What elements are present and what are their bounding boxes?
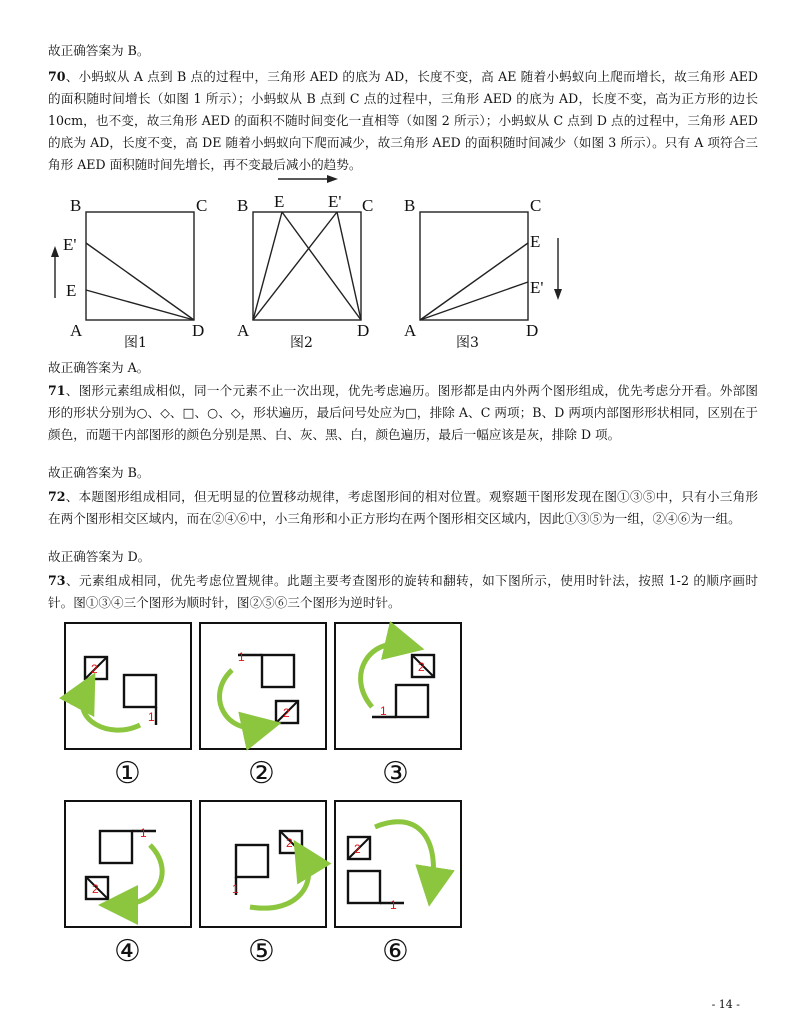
panel-label-4: ④ [114,934,141,969]
panel-6 [335,801,461,927]
fig3-label-b: B [404,196,416,215]
answer-line-q72: 故正确答案为 D。 [48,549,151,564]
panel4-marker-2: 2 [92,882,99,896]
fig2-label-b: B [237,196,249,215]
panel1-marker-1: 1 [148,710,155,724]
panel-4 [65,801,191,927]
fig1-caption: 图1 [124,335,147,351]
panel-label-5: ⑤ [248,934,275,969]
panel-2 [200,623,326,749]
panel-1 [65,623,191,749]
counterclockwise-arrow-icon [220,670,262,728]
q71-text: 、图形元素组成相似，同一个元素不止一次出现，优先考虑遍历。图形都是由内外两个图形组成，优先考虑分开看。外部图形的形状分别为○、◇、□、○、◇，形状遍历，最后问号处应为□，排除 A、C 两项；B、D 两项内部图形形状相同，区别在于颜色，而题干内部图形的颜色分别是黑、白、灰、黑、白，颜色遍历，最后一幅应该是灰，排除 D 项。 [48,383,758,442]
panel-label-1: ① [114,756,141,791]
figure-1 [51,196,207,340]
fig1-label-a: A [70,321,83,340]
q70-text: 、小蚂蚁从 A 点到 B 点的过程中，三角形 AED 的底为 AD，长度不变，高 AE 随着小蚂蚁向上爬而增长，故三角形 AED 的面积随时间增长（如图 1 所示）；小蚂蚁从 B 点到 C 点的过程中，三角形 AED 的底为 AD，长度不变，高为正方形的边长 10cm，也不变，故三角形 AED 的面积不随时间变化一直相等（如图 2 所示）；小蚂蚁从 C 点到 D 点的过程中，三角形 AED 的底为 AD，长度不变，高 DE 随着小蚂蚁向下爬而减少，故三角形 AED 的面积随时间减少（如图 3 所示）。只有 A 项符合三角形 AED 面积随时间先增长，再不变最后减小的趋势。 [48,69,758,172]
panel4-marker-1: 1 [140,826,147,840]
fig2-label-e-prime: E' [328,192,342,211]
fig1-label-b: B [70,196,82,215]
fig1-label-d: D [192,321,205,340]
fig2-label-d: D [357,321,370,340]
panel3-marker-1: 1 [380,704,387,718]
figure-2 [237,175,373,340]
clockwise-arrow-icon [361,644,405,707]
clockwise-arrow-icon [118,845,162,905]
figure-3 [404,196,562,340]
fig3-label-e-prime: E' [530,278,544,297]
panel3-marker-2: 2 [418,660,425,674]
fig1-label-e: E [66,281,77,300]
panel1-marker-2: 2 [91,662,98,676]
clockwise-arrow-icon [82,690,140,730]
q72-text: 、本题图形组成相同，但无明显的位置移动规律，考虑图形间的相对位置。观察题干图形发现在图①③⑤中，只有小三角形在两个图形相交区域内，而在②④⑥中，小三角形和小正方形均在两个图形相交区域内，因此①③⑤为一组，②④⑥为一组。 [48,489,758,526]
fig3-label-e: E [530,232,541,251]
panel-label-3: ③ [382,756,409,791]
panel-label-2: ② [248,756,275,791]
fig3-label-c: C [530,196,542,215]
page-number: - 14 - [711,998,740,1011]
q72-number: 72 [48,489,66,504]
panel-label-6: ⑥ [382,934,409,969]
q73-text: 、元素组成相同，优先考虑位置规律。此题主要考查图形的旋转和翻转，如下图所示，使用时针法，按照 1-2 的顺序画时针。图①③④三个图形为顺时针，图②⑤⑥三个图形为逆时针。 [48,573,758,610]
answer-line-q70: 故正确答案为 A。 [48,360,150,375]
fig3-caption: 图3 [456,335,479,351]
q73-explanation [48,570,758,614]
fig2-label-e: E [274,192,285,211]
q71-explanation [48,380,758,446]
answer-line-q71: 故正确答案为 B。 [48,465,150,480]
counterclockwise-arrow-icon [375,822,433,887]
figure-70-group [0,160,800,360]
fig2-caption: 图2 [290,335,313,351]
panel2-marker-1: 1 [238,650,245,664]
answer-line-q69: 故正确答案为 B。 [48,43,150,58]
panel2-marker-2: 2 [283,706,290,720]
fig1-label-e-prime: E' [63,235,77,254]
panel6-marker-2: 2 [354,842,361,856]
figure-73-group [0,615,800,975]
fig2-label-c: C [362,196,374,215]
panel6-marker-1: 1 [390,898,397,912]
fig2-label-a: A [237,321,250,340]
fig3-label-d: D [526,321,539,340]
q73-number: 73 [48,573,66,588]
counterclockwise-arrow-icon [250,857,309,908]
panel5-marker-1: 1 [232,882,239,896]
fig1-label-c: C [196,196,208,215]
q72-explanation [48,486,758,530]
fig3-label-a: A [404,321,417,340]
q71-number: 71 [48,383,66,398]
q70-number: 70 [48,69,66,84]
panel-3 [335,623,461,749]
panel5-marker-2: 2 [286,836,293,850]
panel-5 [200,801,326,927]
